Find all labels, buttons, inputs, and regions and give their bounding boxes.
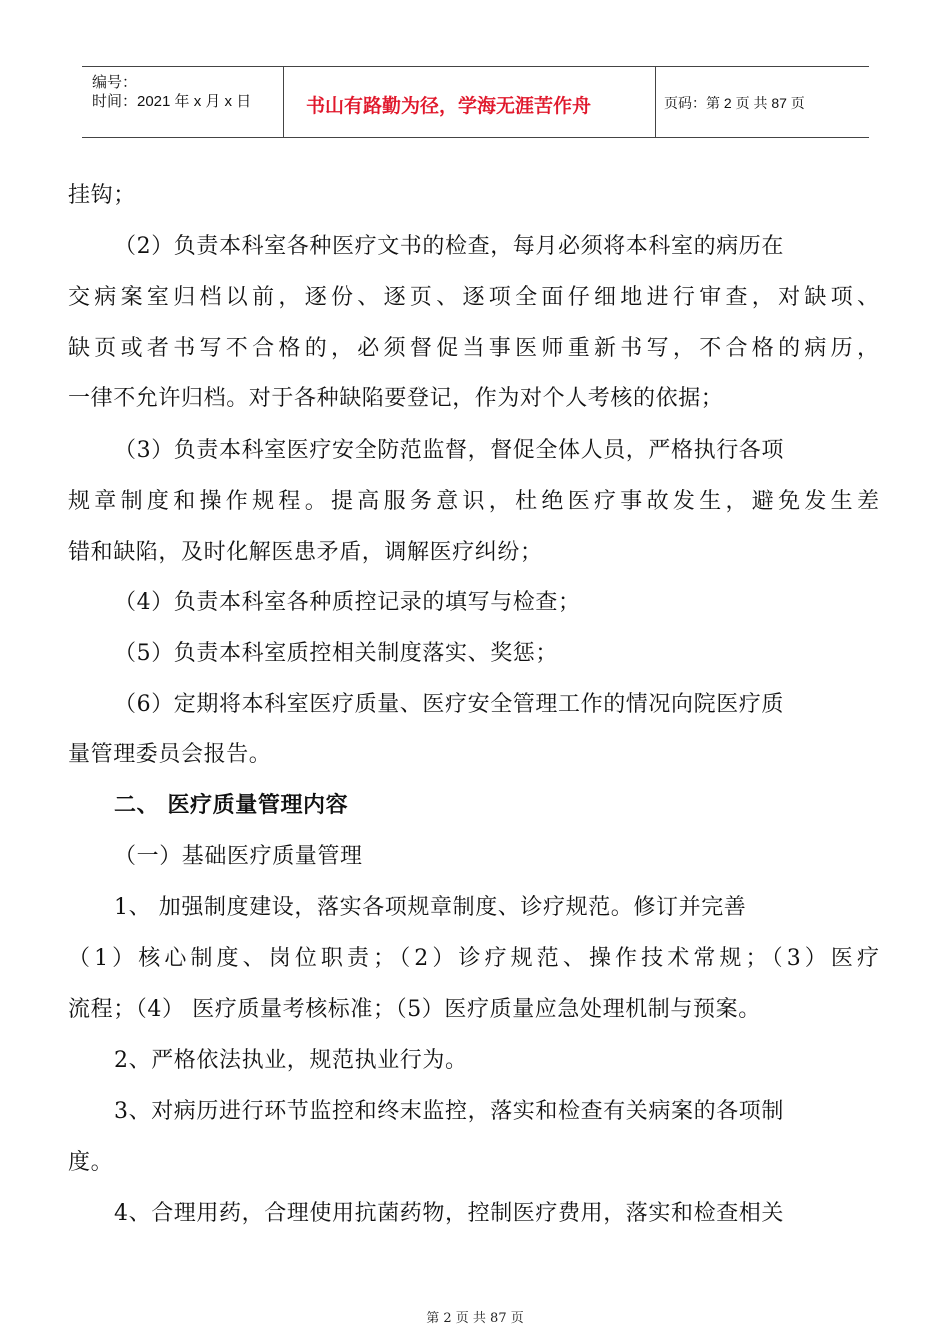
body-line: 度。 [68, 1150, 114, 1175]
body-line: 流程；（4） 医疗质量考核标准；（5）医疗质量应急处理机制与预案。 [68, 997, 761, 1022]
body-line: 缺页或者书写不合格的，必须督促当事医师重新书写，不合格的病历， [68, 336, 879, 361]
body-line: （3）负责本科室医疗安全防范监督，督促全体人员，严格执行各项 [114, 438, 784, 463]
body-line: （6）定期将本科室医疗质量、医疗安全管理工作的情况向院医疗质 [114, 692, 784, 717]
document-number-label: 编号： [92, 74, 138, 91]
page-footer: 第 2 页 共 87 页 [426, 1311, 524, 1326]
body-line: 2、严格依法执业，规范执业行为。 [114, 1048, 468, 1073]
page-header [82, 66, 869, 138]
body-line: （2）负责本科室各种医疗文书的检查，每月必须将本科室的病历在 [114, 234, 784, 259]
section-heading: 二、 医疗质量管理内容 [114, 793, 349, 818]
header-motto: 书山有路勤为径，学海无涯苦作舟 [306, 95, 592, 117]
body-line: 一律不允许归档。对于各种缺陷要登记，作为对个人考核的依据； [68, 386, 724, 411]
body-line: 错和缺陷，及时化解医患矛盾，调解医疗纠纷； [68, 540, 543, 565]
body-line: （5）负责本科室质控相关制度落实、奖惩； [114, 641, 558, 666]
body-line: 挂钩； [68, 183, 136, 208]
header-motto-cell [284, 67, 656, 137]
document-time-label: 时间：2021 年 x 月 x 日 [92, 93, 252, 110]
body-line: 规章制度和操作规程。提高服务意识，杜绝医疗事故发生，避免发生差 [68, 489, 879, 514]
header-page-info: 页码：第 2 页 共 87 页 [664, 95, 805, 111]
body-line: （4）负责本科室各种质控记录的填写与检查； [114, 590, 581, 615]
body-line: 交病案室归档以前，逐份、逐页、逐项全面仔细地进行审查，对缺项、 [68, 285, 879, 310]
body-line: 1、 加强制度建设，落实各项规章制度、诊疗规范。修订并完善 [114, 895, 747, 920]
header-page-cell [656, 67, 869, 137]
body-line: 量管理委员会报告。 [68, 742, 272, 767]
subsection-heading: （一）基础医疗质量管理 [114, 844, 363, 869]
body-line: 4、合理用药，合理使用抗菌药物，控制医疗费用，落实和检查相关 [114, 1201, 784, 1226]
header-meta-cell [82, 67, 284, 137]
body-line: 3、对病历进行环节监控和终末监控，落实和检查有关病案的各项制 [114, 1099, 784, 1124]
body-line: （1）核心制度、岗位职责；（2）诊疗规范、操作技术常规；（3）医疗 [68, 946, 879, 971]
